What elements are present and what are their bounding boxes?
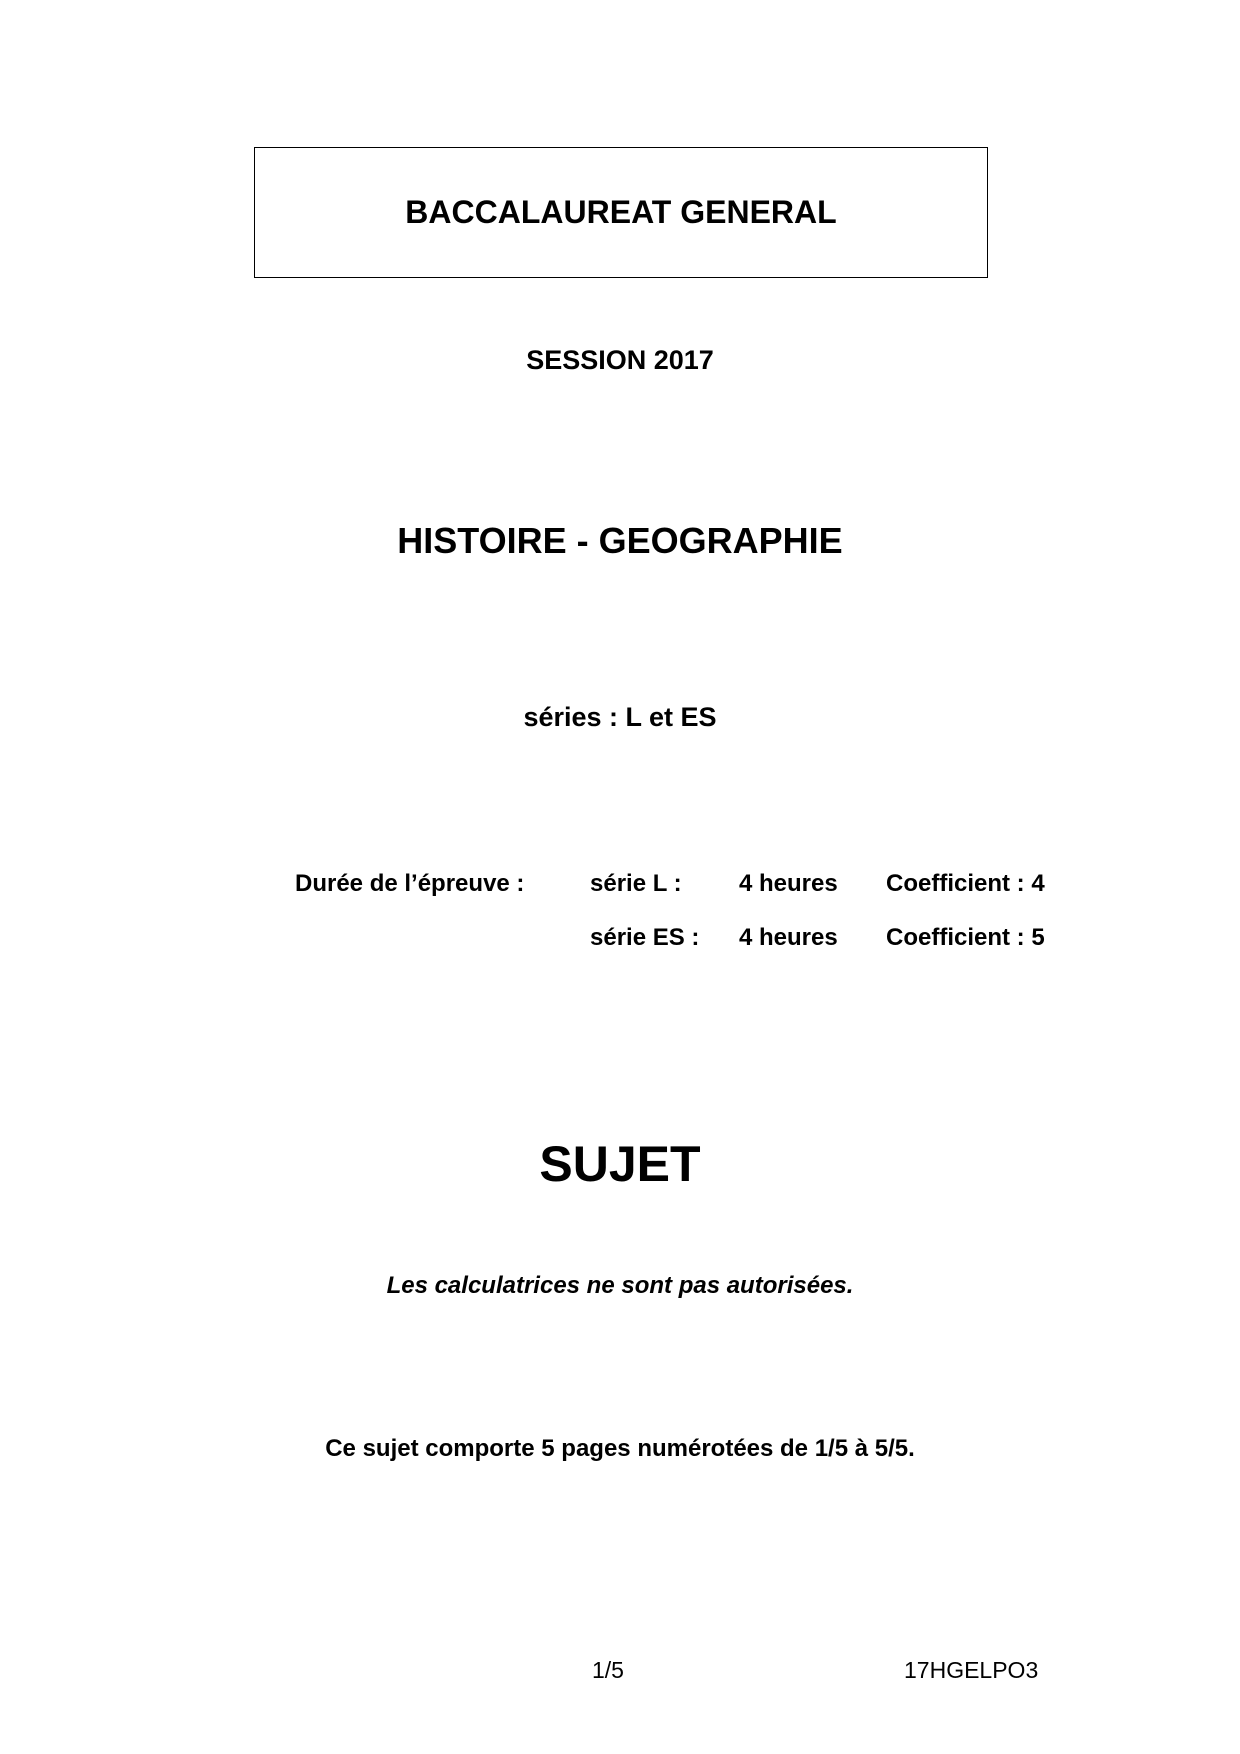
duration-serie-l: série L :: [590, 870, 682, 897]
duration-coefficient-l: Coefficient : 4: [886, 870, 1045, 897]
exam-title-box: [254, 147, 988, 278]
series-label: séries : L et ES: [523, 702, 717, 732]
document-code: 17HGELPO3: [904, 1657, 1039, 1683]
exam-title: BACCALAUREAT GENERAL: [405, 194, 837, 230]
duration-hours-es: 4 heures: [739, 924, 838, 951]
pages-notice: Ce sujet comporte 5 pages numérotées de 1/5 à 5/5.: [325, 1435, 915, 1462]
duration-hours-l: 4 heures: [739, 870, 838, 897]
duration-label: Durée de l’épreuve :: [295, 870, 525, 897]
page-number: 1/5: [592, 1657, 624, 1683]
sujet-heading: SUJET: [539, 1136, 701, 1192]
calculator-notice: Les calculatrices ne sont pas autorisées.: [386, 1272, 854, 1299]
session-label: SESSION 2017: [526, 345, 714, 375]
subject-title: HISTOIRE - GEOGRAPHIE: [397, 520, 843, 561]
duration-serie-es: série ES :: [590, 924, 700, 951]
duration-coefficient-es: Coefficient : 5: [886, 924, 1045, 951]
